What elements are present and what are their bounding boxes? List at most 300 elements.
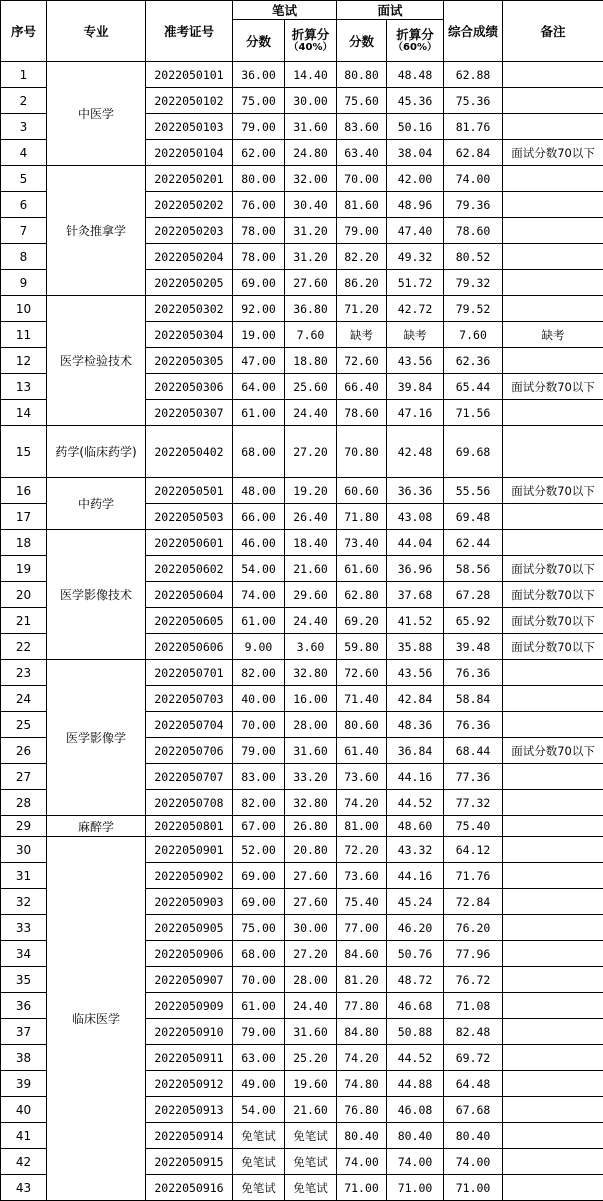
cell-interview-converted: 46.68 <box>387 993 444 1019</box>
cell-written-converted: 32.80 <box>285 790 337 816</box>
cell-written-score: 免笔试 <box>233 1175 285 1201</box>
cell-written-score: 68.00 <box>233 426 285 478</box>
cell-total: 64.12 <box>444 837 503 863</box>
cell-interview-score: 79.00 <box>337 218 387 244</box>
cell-interview-score: 66.40 <box>337 374 387 400</box>
cell-written-converted: 27.60 <box>285 270 337 296</box>
cell-total: 81.76 <box>444 114 503 140</box>
cell-written-converted: 24.40 <box>285 993 337 1019</box>
cell-seq: 7 <box>1 218 47 244</box>
cell-major: 医学影像技术 <box>47 530 146 660</box>
cell-interview-converted: 49.32 <box>387 244 444 270</box>
cell-total: 7.60 <box>444 322 503 348</box>
cell-written-score: 63.00 <box>233 1045 285 1071</box>
cell-interview-score: 75.60 <box>337 88 387 114</box>
cell-total: 64.48 <box>444 1071 503 1097</box>
cell-remark <box>503 270 603 296</box>
table-row <box>1 478 603 504</box>
cell-ticket: 2022050604 <box>146 582 233 608</box>
table-row <box>1 296 603 322</box>
cell-seq: 31 <box>1 863 47 889</box>
cell-written-converted: 19.60 <box>285 1071 337 1097</box>
cell-major: 医学检验技术 <box>47 296 146 426</box>
cell-remark: 缺考 <box>503 322 603 348</box>
cell-interview-converted: 48.48 <box>387 62 444 88</box>
cell-written-score: 79.00 <box>233 114 285 140</box>
cell-seq: 16 <box>1 478 47 504</box>
cell-ticket: 2022050601 <box>146 530 233 556</box>
cell-seq: 23 <box>1 660 47 686</box>
cell-seq: 2 <box>1 88 47 114</box>
cell-seq: 20 <box>1 582 47 608</box>
cell-seq: 21 <box>1 608 47 634</box>
cell-written-converted: 24.40 <box>285 608 337 634</box>
cell-ticket: 2022050102 <box>146 88 233 114</box>
cell-total: 74.00 <box>444 166 503 192</box>
cell-total: 80.52 <box>444 244 503 270</box>
cell-total: 75.40 <box>444 816 503 837</box>
cell-written-converted: 26.80 <box>285 816 337 837</box>
cell-ticket: 2022050703 <box>146 686 233 712</box>
cell-written-converted: 29.60 <box>285 582 337 608</box>
cell-remark: 面试分数70以下 <box>503 140 603 166</box>
cell-total: 58.56 <box>444 556 503 582</box>
cell-written-score: 74.00 <box>233 582 285 608</box>
header-written-converted-label: 折算分 <box>292 27 330 42</box>
cell-ticket: 2022050201 <box>146 166 233 192</box>
cell-ticket: 2022050304 <box>146 322 233 348</box>
cell-written-score: 54.00 <box>233 556 285 582</box>
cell-seq: 14 <box>1 400 47 426</box>
cell-interview-score: 74.80 <box>337 1071 387 1097</box>
cell-remark <box>503 1123 603 1149</box>
cell-interview-converted: 42.48 <box>387 426 444 478</box>
cell-seq: 4 <box>1 140 47 166</box>
cell-interview-score: 71.80 <box>337 504 387 530</box>
cell-interview-converted: 42.00 <box>387 166 444 192</box>
cell-interview-converted: 44.88 <box>387 1071 444 1097</box>
cell-written-score: 61.00 <box>233 608 285 634</box>
cell-written-converted: 21.60 <box>285 1097 337 1123</box>
header-written: 笔试 <box>233 1 337 20</box>
cell-remark <box>503 816 603 837</box>
cell-remark <box>503 166 603 192</box>
cell-seq: 32 <box>1 889 47 915</box>
cell-written-score: 80.00 <box>233 166 285 192</box>
cell-written-score: 67.00 <box>233 816 285 837</box>
cell-ticket: 2022050204 <box>146 244 233 270</box>
cell-total: 62.36 <box>444 348 503 374</box>
cell-seq: 38 <box>1 1045 47 1071</box>
cell-remark <box>503 62 603 88</box>
cell-written-converted: 31.20 <box>285 218 337 244</box>
cell-ticket: 2022050902 <box>146 863 233 889</box>
cell-remark: 面试分数70以下 <box>503 608 603 634</box>
cell-interview-converted: 44.52 <box>387 1045 444 1071</box>
cell-remark <box>503 712 603 738</box>
cell-written-converted: 31.20 <box>285 244 337 270</box>
cell-seq: 25 <box>1 712 47 738</box>
cell-interview-score: 72.60 <box>337 348 387 374</box>
cell-interview-converted: 44.52 <box>387 790 444 816</box>
cell-ticket: 2022050913 <box>146 1097 233 1123</box>
cell-seq: 35 <box>1 967 47 993</box>
cell-written-converted: 31.60 <box>285 738 337 764</box>
cell-seq: 42 <box>1 1149 47 1175</box>
cell-written-score: 83.00 <box>233 764 285 790</box>
cell-total: 62.88 <box>444 62 503 88</box>
cell-total: 67.28 <box>444 582 503 608</box>
cell-total: 39.48 <box>444 634 503 660</box>
table-row <box>1 426 603 478</box>
cell-ticket: 2022050901 <box>146 837 233 863</box>
header-ticket: 准考证号 <box>146 1 233 62</box>
cell-remark <box>503 426 603 478</box>
cell-interview-converted: 45.36 <box>387 88 444 114</box>
cell-written-score: 19.00 <box>233 322 285 348</box>
cell-interview-converted: 51.72 <box>387 270 444 296</box>
cell-remark <box>503 686 603 712</box>
cell-remark: 面试分数70以下 <box>503 556 603 582</box>
cell-interview-converted: 35.88 <box>387 634 444 660</box>
cell-interview-converted: 80.40 <box>387 1123 444 1149</box>
cell-interview-score: 71.20 <box>337 296 387 322</box>
cell-interview-score: 74.00 <box>337 1149 387 1175</box>
cell-total: 69.72 <box>444 1045 503 1071</box>
cell-ticket: 2022050402 <box>146 426 233 478</box>
cell-interview-converted: 42.84 <box>387 686 444 712</box>
cell-interview-score: 74.20 <box>337 790 387 816</box>
cell-seq: 43 <box>1 1175 47 1201</box>
cell-written-converted: 20.80 <box>285 837 337 863</box>
cell-remark <box>503 1149 603 1175</box>
table-row <box>1 530 603 556</box>
cell-written-score: 48.00 <box>233 478 285 504</box>
cell-total: 65.44 <box>444 374 503 400</box>
cell-written-converted: 36.80 <box>285 296 337 322</box>
cell-interview-converted: 43.56 <box>387 348 444 374</box>
cell-remark <box>503 296 603 322</box>
cell-written-score: 75.00 <box>233 915 285 941</box>
cell-ticket: 2022050501 <box>146 478 233 504</box>
cell-interview-score: 83.60 <box>337 114 387 140</box>
cell-seq: 1 <box>1 62 47 88</box>
cell-interview-converted: 43.56 <box>387 660 444 686</box>
cell-written-score: 免笔试 <box>233 1149 285 1175</box>
cell-total: 77.32 <box>444 790 503 816</box>
table-row <box>1 660 603 686</box>
cell-remark <box>503 967 603 993</box>
cell-total: 79.36 <box>444 192 503 218</box>
cell-interview-score: 84.80 <box>337 1019 387 1045</box>
cell-remark <box>503 941 603 967</box>
cell-written-converted: 16.00 <box>285 686 337 712</box>
cell-written-converted: 26.40 <box>285 504 337 530</box>
cell-remark <box>503 400 603 426</box>
cell-written-score: 75.00 <box>233 88 285 114</box>
cell-seq: 15 <box>1 426 47 478</box>
cell-total: 76.72 <box>444 967 503 993</box>
cell-interview-score: 80.80 <box>337 62 387 88</box>
cell-interview-score: 70.00 <box>337 166 387 192</box>
cell-remark <box>503 790 603 816</box>
header-written-converted <box>285 20 337 62</box>
cell-written-converted: 18.40 <box>285 530 337 556</box>
cell-interview-score: 63.40 <box>337 140 387 166</box>
cell-interview-score: 71.00 <box>337 1175 387 1201</box>
cell-total: 67.68 <box>444 1097 503 1123</box>
cell-remark <box>503 764 603 790</box>
cell-written-converted: 30.40 <box>285 192 337 218</box>
cell-written-converted: 25.20 <box>285 1045 337 1071</box>
cell-interview-converted: 42.72 <box>387 296 444 322</box>
cell-remark <box>503 114 603 140</box>
cell-interview-score: 77.80 <box>337 993 387 1019</box>
cell-written-score: 68.00 <box>233 941 285 967</box>
cell-written-score: 52.00 <box>233 837 285 863</box>
cell-ticket: 2022050704 <box>146 712 233 738</box>
cell-interview-score: 62.80 <box>337 582 387 608</box>
cell-interview-converted: 48.36 <box>387 712 444 738</box>
cell-seq: 40 <box>1 1097 47 1123</box>
cell-written-converted: 18.80 <box>285 348 337 374</box>
cell-seq: 41 <box>1 1123 47 1149</box>
cell-ticket: 2022050205 <box>146 270 233 296</box>
cell-remark <box>503 218 603 244</box>
cell-total: 77.36 <box>444 764 503 790</box>
table-body <box>1 62 603 1201</box>
cell-written-converted: 27.60 <box>285 863 337 889</box>
cell-ticket: 2022050706 <box>146 738 233 764</box>
cell-interview-score: 81.20 <box>337 967 387 993</box>
cell-ticket: 2022050701 <box>146 660 233 686</box>
header-total: 综合成绩 <box>444 1 503 62</box>
cell-written-score: 40.00 <box>233 686 285 712</box>
cell-written-converted: 33.20 <box>285 764 337 790</box>
cell-seq: 19 <box>1 556 47 582</box>
cell-interview-score: 72.60 <box>337 660 387 686</box>
cell-interview-score: 80.40 <box>337 1123 387 1149</box>
cell-seq: 8 <box>1 244 47 270</box>
cell-remark: 面试分数70以下 <box>503 582 603 608</box>
cell-written-converted: 30.00 <box>285 915 337 941</box>
cell-interview-converted: 43.08 <box>387 504 444 530</box>
cell-total: 62.84 <box>444 140 503 166</box>
cell-ticket: 2022050103 <box>146 114 233 140</box>
cell-interview-score: 86.20 <box>337 270 387 296</box>
cell-interview-converted: 38.04 <box>387 140 444 166</box>
cell-written-converted: 24.80 <box>285 140 337 166</box>
cell-total: 69.48 <box>444 504 503 530</box>
cell-remark: 面试分数70以下 <box>503 478 603 504</box>
cell-written-score: 9.00 <box>233 634 285 660</box>
cell-ticket: 2022050606 <box>146 634 233 660</box>
cell-written-score: 82.00 <box>233 660 285 686</box>
cell-remark <box>503 1071 603 1097</box>
cell-seq: 33 <box>1 915 47 941</box>
cell-major: 针灸推拿学 <box>47 166 146 296</box>
header-written-weight: （40%） <box>285 41 336 54</box>
cell-interview-converted: 43.32 <box>387 837 444 863</box>
cell-interview-score: 61.60 <box>337 556 387 582</box>
cell-written-converted: 27.20 <box>285 941 337 967</box>
header-interview-converted-label: 折算分 <box>396 27 434 42</box>
cell-written-score: 70.00 <box>233 967 285 993</box>
cell-written-score: 66.00 <box>233 504 285 530</box>
cell-total: 82.48 <box>444 1019 503 1045</box>
cell-interview-converted: 47.16 <box>387 400 444 426</box>
cell-interview-converted: 39.84 <box>387 374 444 400</box>
cell-interview-converted: 44.16 <box>387 764 444 790</box>
cell-ticket: 2022050503 <box>146 504 233 530</box>
cell-total: 62.44 <box>444 530 503 556</box>
cell-interview-score: 76.80 <box>337 1097 387 1123</box>
cell-remark <box>503 244 603 270</box>
cell-seq: 30 <box>1 837 47 863</box>
cell-total: 76.36 <box>444 660 503 686</box>
cell-remark <box>503 1045 603 1071</box>
cell-remark <box>503 192 603 218</box>
cell-written-converted: 19.20 <box>285 478 337 504</box>
cell-interview-score: 72.20 <box>337 837 387 863</box>
cell-ticket: 2022050906 <box>146 941 233 967</box>
cell-ticket: 2022050602 <box>146 556 233 582</box>
cell-seq: 26 <box>1 738 47 764</box>
cell-total: 72.84 <box>444 889 503 915</box>
cell-seq: 11 <box>1 322 47 348</box>
cell-interview-score: 77.00 <box>337 915 387 941</box>
cell-total: 75.36 <box>444 88 503 114</box>
cell-written-converted: 免笔试 <box>285 1123 337 1149</box>
cell-interview-converted: 36.96 <box>387 556 444 582</box>
cell-remark <box>503 889 603 915</box>
cell-written-converted: 14.40 <box>285 62 337 88</box>
cell-interview-converted: 50.16 <box>387 114 444 140</box>
cell-written-score: 69.00 <box>233 270 285 296</box>
cell-seq: 27 <box>1 764 47 790</box>
cell-ticket: 2022050915 <box>146 1149 233 1175</box>
header-remark: 备注 <box>503 1 603 62</box>
cell-interview-score: 78.60 <box>337 400 387 426</box>
cell-interview-converted: 71.00 <box>387 1175 444 1201</box>
cell-written-converted: 21.60 <box>285 556 337 582</box>
cell-interview-converted: 缺考 <box>387 322 444 348</box>
cell-seq: 28 <box>1 790 47 816</box>
cell-seq: 17 <box>1 504 47 530</box>
cell-remark <box>503 88 603 114</box>
cell-major: 医学影像学 <box>47 660 146 816</box>
cell-written-score: 69.00 <box>233 863 285 889</box>
cell-seq: 37 <box>1 1019 47 1045</box>
cell-ticket: 2022050104 <box>146 140 233 166</box>
cell-interview-converted: 48.96 <box>387 192 444 218</box>
cell-written-score: 61.00 <box>233 993 285 1019</box>
cell-interview-score: 71.40 <box>337 686 387 712</box>
cell-remark <box>503 1175 603 1201</box>
cell-interview-score: 75.40 <box>337 889 387 915</box>
cell-written-converted: 32.80 <box>285 660 337 686</box>
cell-total: 55.56 <box>444 478 503 504</box>
cell-total: 71.76 <box>444 863 503 889</box>
cell-seq: 10 <box>1 296 47 322</box>
cell-interview-score: 73.60 <box>337 764 387 790</box>
cell-written-score: 54.00 <box>233 1097 285 1123</box>
cell-ticket: 2022050202 <box>146 192 233 218</box>
cell-interview-score: 81.00 <box>337 816 387 837</box>
cell-remark <box>503 1019 603 1045</box>
cell-ticket: 2022050907 <box>146 967 233 993</box>
cell-seq: 9 <box>1 270 47 296</box>
cell-written-score: 46.00 <box>233 530 285 556</box>
cell-total: 71.08 <box>444 993 503 1019</box>
cell-interview-converted: 48.60 <box>387 816 444 837</box>
cell-written-converted: 免笔试 <box>285 1149 337 1175</box>
cell-written-score: 36.00 <box>233 62 285 88</box>
cell-written-score: 49.00 <box>233 1071 285 1097</box>
cell-ticket: 2022050911 <box>146 1045 233 1071</box>
cell-interview-converted: 44.16 <box>387 863 444 889</box>
cell-ticket: 2022050910 <box>146 1019 233 1045</box>
cell-ticket: 2022050101 <box>146 62 233 88</box>
header-interview-score: 分数 <box>337 20 387 62</box>
cell-written-score: 78.00 <box>233 244 285 270</box>
cell-ticket: 2022050909 <box>146 993 233 1019</box>
cell-written-converted: 3.60 <box>285 634 337 660</box>
table-header <box>1 1 603 62</box>
table-row <box>1 837 603 863</box>
cell-remark <box>503 993 603 1019</box>
cell-seq: 34 <box>1 941 47 967</box>
cell-written-score: 76.00 <box>233 192 285 218</box>
cell-remark: 面试分数70以下 <box>503 738 603 764</box>
cell-remark <box>503 915 603 941</box>
cell-seq: 5 <box>1 166 47 192</box>
header-interview-converted <box>387 20 444 62</box>
cell-seq: 22 <box>1 634 47 660</box>
cell-interview-score: 74.20 <box>337 1045 387 1071</box>
cell-written-score: 64.00 <box>233 374 285 400</box>
cell-ticket: 2022050708 <box>146 790 233 816</box>
header-interview-weight: （60%） <box>387 41 443 54</box>
cell-ticket: 2022050801 <box>146 816 233 837</box>
cell-total: 80.40 <box>444 1123 503 1149</box>
cell-ticket: 2022050302 <box>146 296 233 322</box>
cell-seq: 36 <box>1 993 47 1019</box>
cell-interview-score: 82.20 <box>337 244 387 270</box>
header-interview: 面试 <box>337 1 444 20</box>
cell-ticket: 2022050903 <box>146 889 233 915</box>
cell-interview-converted: 36.36 <box>387 478 444 504</box>
cell-interview-score: 60.60 <box>337 478 387 504</box>
cell-ticket: 2022050305 <box>146 348 233 374</box>
cell-interview-converted: 36.84 <box>387 738 444 764</box>
cell-total: 78.60 <box>444 218 503 244</box>
cell-written-score: 92.00 <box>233 296 285 322</box>
cell-total: 69.68 <box>444 426 503 478</box>
cell-ticket: 2022050605 <box>146 608 233 634</box>
cell-written-score: 61.00 <box>233 400 285 426</box>
cell-remark: 面试分数70以下 <box>503 634 603 660</box>
cell-interview-converted: 50.88 <box>387 1019 444 1045</box>
cell-total: 71.00 <box>444 1175 503 1201</box>
cell-seq: 6 <box>1 192 47 218</box>
cell-interview-converted: 46.08 <box>387 1097 444 1123</box>
cell-written-score: 78.00 <box>233 218 285 244</box>
cell-ticket: 2022050307 <box>146 400 233 426</box>
cell-interview-converted: 74.00 <box>387 1149 444 1175</box>
cell-written-converted: 27.20 <box>285 426 337 478</box>
cell-seq: 3 <box>1 114 47 140</box>
